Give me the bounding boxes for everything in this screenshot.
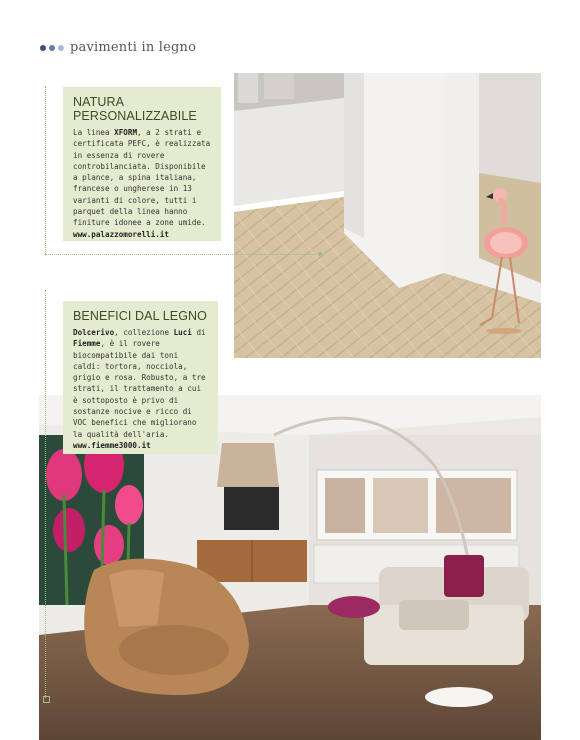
- box-text: di: [191, 328, 206, 337]
- guide-marker-top: [318, 252, 322, 256]
- brand-name: Fiemme: [73, 339, 101, 349]
- window-panes: [314, 470, 519, 583]
- guide-line-horizontal-1: [45, 254, 323, 255]
- website-link[interactable]: www.fiemme3000.it: [73, 440, 151, 450]
- floor-photo-illustration: [234, 73, 541, 358]
- lamp-shade: [217, 443, 279, 487]
- info-box-benefici: [63, 301, 218, 454]
- collection-name: Luci: [173, 328, 192, 337]
- guide-line-left-1: [45, 86, 46, 254]
- pouf: [328, 596, 380, 618]
- header-dot-3: [58, 45, 64, 51]
- box-text: , a 2 strati e certificata PEFC, è realizzata in essenza di rovere controbilanciata. Disponibile a plance, a spina italiana, francese o ungherese in 13 varianti di colore, tutti i parquet della linea hanno finiture idonee a zone umide.: [73, 128, 211, 228]
- photo-herringbone-floor: [234, 73, 541, 358]
- box-title: NATURA PERSONALIZZABILE: [73, 95, 197, 123]
- product-name: Dolcerivo: [73, 328, 115, 337]
- sofa: [364, 555, 529, 665]
- box-text: La linea: [73, 128, 115, 137]
- tv-screen: [224, 485, 279, 530]
- brand-name: XFORM: [114, 128, 138, 137]
- guide-line-left-2: [45, 290, 46, 698]
- info-box-natura: [63, 87, 221, 241]
- section-header: [40, 40, 196, 55]
- box-body: [73, 327, 209, 451]
- header-dot-2: [49, 45, 55, 51]
- box-title: BENEFICI DAL LEGNO: [73, 309, 208, 323]
- box-text: , è il rovere biocompatibile dai toni caldi: tortora, nocciola, grigio e rosa. Robusto, a tre strati, il trattamento a cui è sottoposto è privo di sostanze nocive e ricco di VOC benefici che migliorano la qualità dell'aria.: [73, 339, 206, 439]
- header-dot-1: [40, 45, 46, 51]
- website-link[interactable]: www.palazzomorelli.it: [73, 229, 170, 239]
- lamp-base: [425, 687, 493, 707]
- header-dots: [40, 45, 64, 51]
- box-body: [73, 127, 212, 240]
- section-title: pavimenti in legno: [70, 40, 197, 55]
- box-text: , collezione: [114, 328, 174, 337]
- guide-marker: [43, 696, 50, 703]
